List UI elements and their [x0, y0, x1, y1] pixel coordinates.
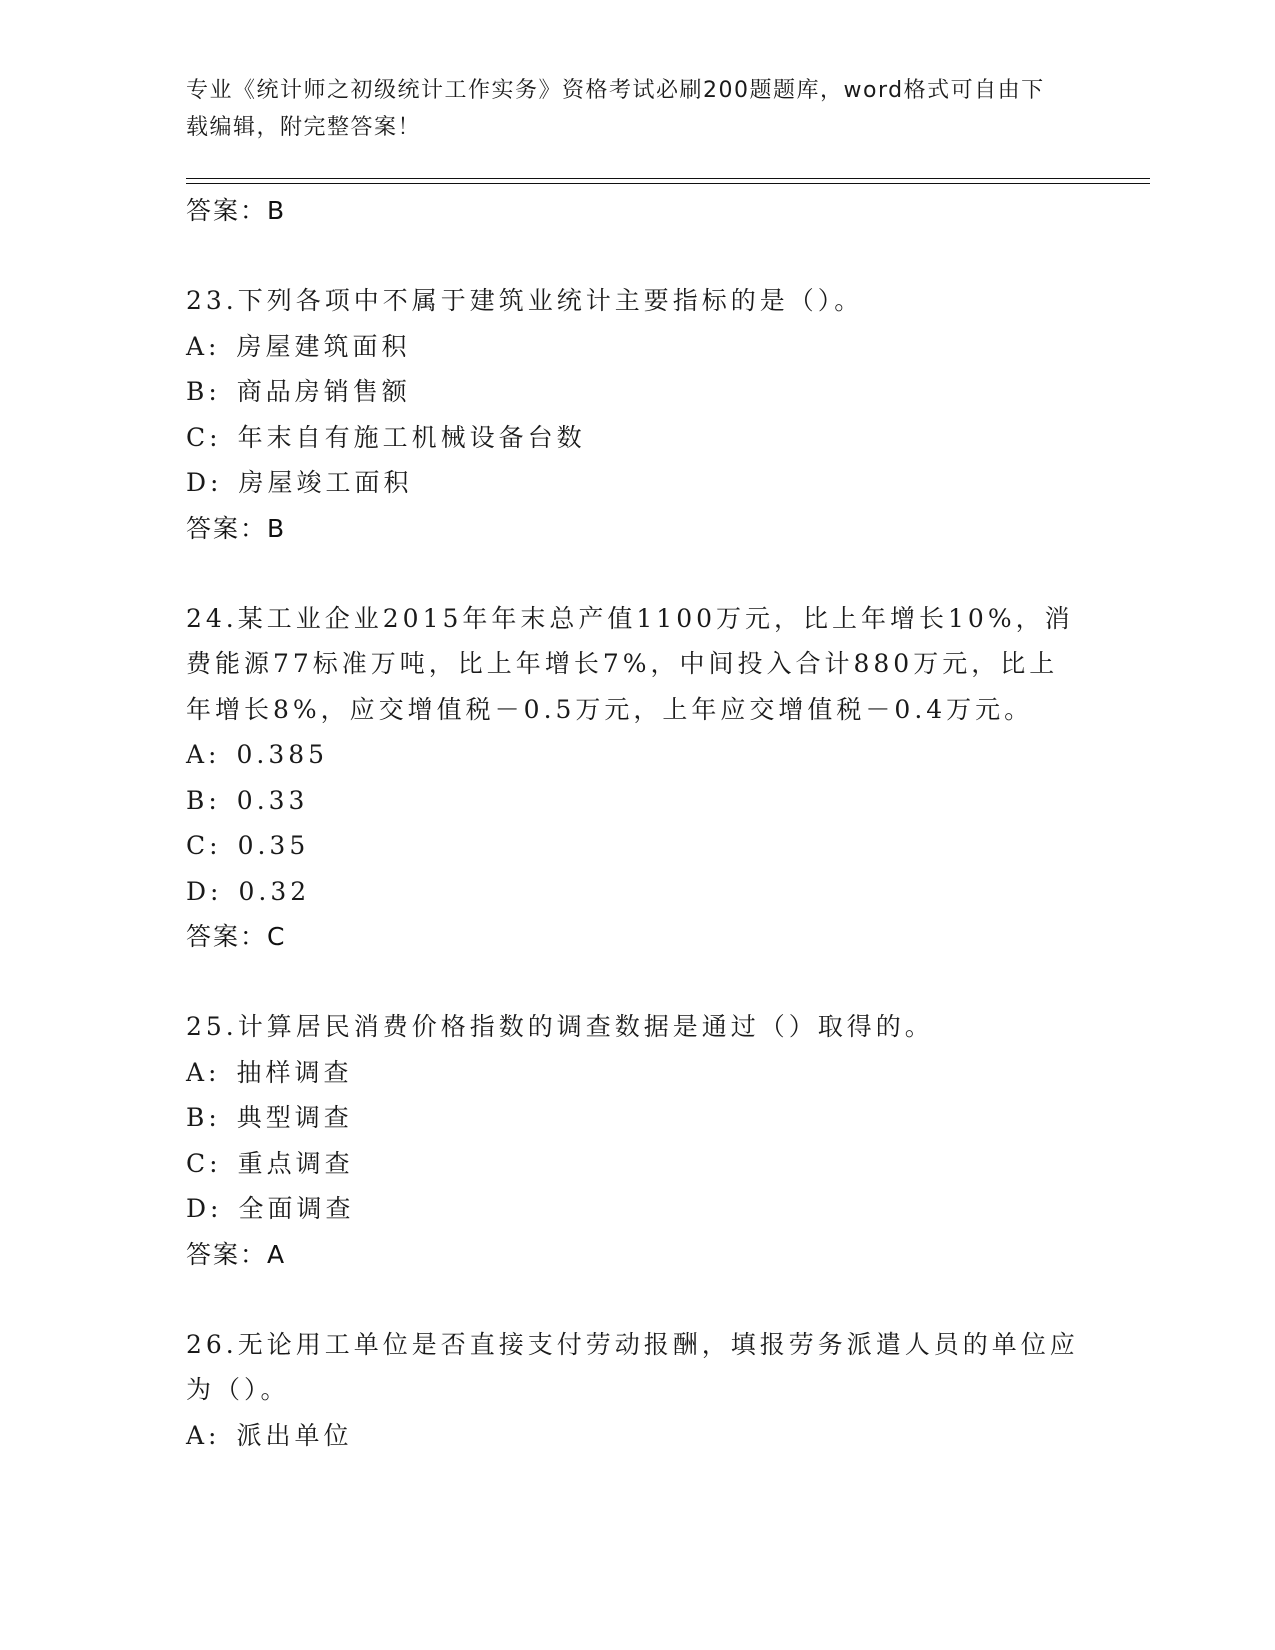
option-b	[186, 369, 1086, 415]
option-d	[186, 1186, 1086, 1232]
option-key: A:	[186, 1057, 221, 1087]
option-key: D:	[186, 876, 223, 906]
spacer	[186, 1277, 1086, 1322]
option-text: 房屋竣工面积	[238, 468, 413, 497]
answer-line	[186, 188, 1086, 233]
option-text: 0.385	[236, 740, 329, 769]
question-stem: 23.下列各项中不属于建筑业统计主要指标的是（）。	[186, 286, 864, 315]
spacer	[186, 233, 1086, 278]
option-key: C:	[186, 422, 222, 452]
option-text: 0.33	[236, 785, 309, 815]
question-block	[186, 1322, 1086, 1459]
question-block	[186, 596, 1086, 960]
option-text: 0.35	[237, 831, 310, 860]
option-text: 典型调查	[236, 1103, 353, 1132]
option-key: B:	[186, 1103, 221, 1132]
answer-line	[186, 914, 1086, 959]
answer-line	[186, 506, 1086, 551]
option-text: 重点调查	[237, 1148, 354, 1178]
option-a	[186, 1050, 1086, 1096]
question-list	[186, 188, 1086, 1458]
answer-label: 答案：	[186, 513, 268, 543]
header-rule-bottom	[186, 183, 1150, 184]
answer-label: 答案：	[186, 922, 268, 951]
spacer	[186, 551, 1086, 596]
option-c	[186, 1141, 1086, 1187]
answer-label: 答案：	[186, 1239, 268, 1269]
option-text: 全面调查	[238, 1194, 355, 1223]
question-block	[186, 1004, 1086, 1277]
option-text: 商品房销售额	[236, 377, 411, 406]
document-header: 专业《统计师之初级统计工作实务》资格考试必刷200题题库，word格式可自由下载编辑，附完整答案！	[186, 78, 1045, 140]
option-text: 房屋建筑面积	[236, 331, 411, 361]
question-stem: 26.无论用工单位是否直接支付劳动报酬，填报劳务派遣人员的单位应为（）。	[186, 1329, 1079, 1404]
option-b	[186, 778, 1086, 824]
option-key: D:	[186, 468, 223, 497]
option-text: 派出单位	[236, 1420, 353, 1450]
option-text: 抽样调查	[236, 1057, 353, 1087]
question-block	[186, 278, 1086, 551]
option-text: 0.32	[238, 876, 311, 906]
option-key: A:	[186, 1420, 221, 1450]
option-d	[186, 869, 1086, 915]
option-key: B:	[186, 785, 221, 815]
question-stem: 25.计算居民消费价格指数的调查数据是通过（）取得的。	[186, 1012, 934, 1041]
answer-label: 答案：	[186, 196, 268, 225]
option-a	[186, 732, 1086, 778]
option-key: A:	[186, 331, 221, 361]
option-a	[186, 324, 1086, 370]
answer-value: A	[267, 1239, 287, 1269]
answer-line	[186, 1232, 1086, 1277]
answer-value: B	[267, 513, 287, 543]
option-c	[186, 823, 1086, 869]
answer-value: B	[267, 196, 287, 225]
option-c	[186, 415, 1086, 461]
option-key: C:	[186, 831, 222, 860]
option-a	[186, 1413, 1086, 1459]
option-d	[186, 460, 1086, 506]
spacer	[186, 959, 1086, 1004]
header-rule-top	[186, 178, 1150, 179]
option-key: B:	[186, 377, 221, 406]
option-key: A:	[186, 740, 221, 769]
question-stem: 24.某工业企业2015年年末总产值1100万元，比上年增长10%，消费能源77标准万吨，比上年增长7%，中间投入合计880万元，比上年增长8%，应交增值税－0.5万元，上年应交增值税－0.4万元。	[186, 603, 1074, 724]
option-key: C:	[186, 1148, 222, 1178]
option-text: 年末自有施工机械设备台数	[237, 422, 586, 452]
option-key: D:	[186, 1194, 223, 1223]
option-b	[186, 1095, 1086, 1141]
answer-value: C	[267, 922, 287, 951]
